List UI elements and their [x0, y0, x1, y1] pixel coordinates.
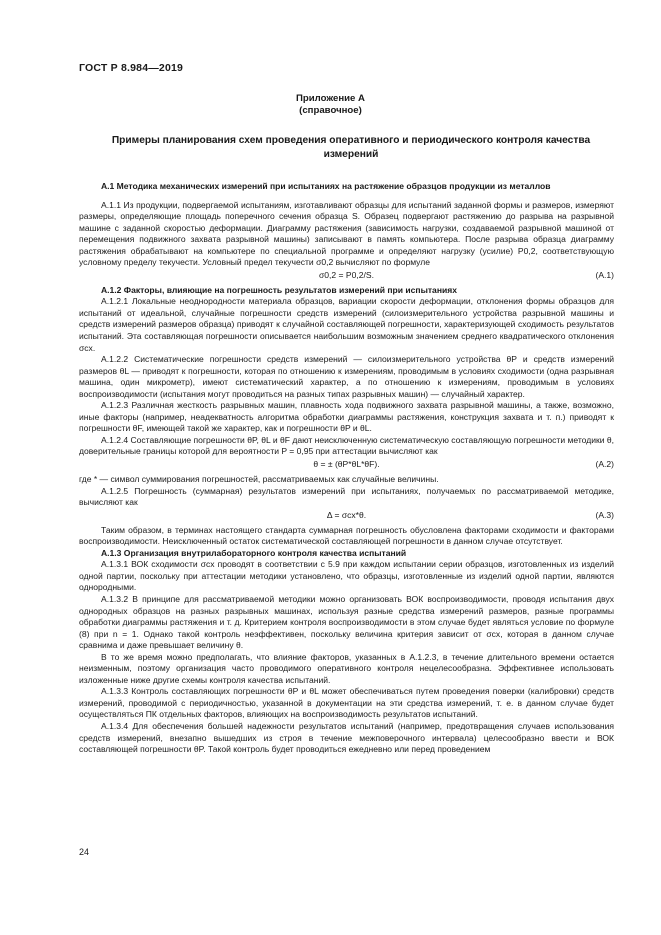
formula-a2-number: (А.2)	[595, 459, 614, 470]
section-heading-a1: А.1 Методика механических измерений при испытаниях на растяжение образцов продукции из металлов	[101, 181, 551, 191]
page-number: 24	[79, 847, 90, 857]
main-title: Примеры планирования схем проведения оперативного и периодического контроля качества измерений	[111, 135, 591, 160]
formula-a3	[79, 510, 614, 524]
paragraph-a121: А.1.2.1 Локальные неоднородности материала образцов, вариации скорости деформации, отклонения формы образцов для испытаний от идеальной, случайные погрешности средств измерений (силоизмерительного устройства разрывной машины и средств измерений размеров образца) приводят к случайной составляющей погрешности, характеризующей сходимость результатов испытаний. Эта составляющая погрешности описывается наибольшим возможным значением среднего квадратического отклонения σсх.	[79, 296, 614, 353]
paragraph-a122: А.1.2.2 Систематические погрешности средств измерений — силоизмерительного устройства θP и средств измерений размеров θL — приводят к погрешности, которая по отношению к измерениям, проводимым в условиях сходимости (одна разрывная машина, один микрометр), имеют систематический характер, а по отношению к измерениям, проводимым в условиях воспроизводимости (испытания могут проводиться на разных типах разрывных машин) — случайный характер.	[79, 354, 614, 399]
paragraph-a131: А.1.3.1 ВОК сходимости σсх проводят в соответствии с 5.9 при каждом испытании серии образцов, изготовленных из изделий одной партии, поскольку при аттестации методики установлено, что образцы, изготовленные из изделий одной партии, являются однородными.	[79, 559, 614, 593]
section-heading-a12: А.1.2 Факторы, влияющие на погрешность результатов измерений при испытаниях	[101, 284, 457, 295]
paragraph-a132: А.1.3.2 В принципе для рассматриваемой методики можно организовать ВОК воспроизводимости, проводя испытания двух однородных образцов на разных разрывных машинах, используя разные средства измерений размеров, разные программы обработки диаграммы растяжения и т. д. Критерием контроля воспроизводимости в этом случае будет являться условие по формуле (8) при n = 1. Однако такой контроль неэффективен, поскольку величина критерия зависит от σсх, которая в данном случае сравнима и даже превышает величину θ.	[79, 593, 614, 651]
formula-a1-expression: σ0,2 = P0,2/S.	[319, 269, 374, 280]
paragraph-a133: А.1.3.3 Контроль составляющих погрешности θP и θL может обеспечиваться путем проведения поверки (калибровки) средств измерений, проводимой с периодичностью, указанной в документации на эти средства измерений, т. е. в данном случае будет осуществляться ПК отдельных факторов, влияющих на воспроизводимость результатов испытаний.	[79, 686, 614, 720]
document-body	[79, 181, 614, 756]
paragraph-same-time: В то же время можно предполагать, что влияние факторов, указанных в А.1.2.3, в течение длительного времени остается неизменным, поэтому организация часто проводимого оперативного контроля нецелесообразна. Эффективнее использовать изложенные ниже другие схемы контроля качества испытаний.	[79, 651, 614, 685]
formula-a1-number: (А.1)	[595, 269, 614, 280]
paragraph-summary: Таким образом, в терминах настоящего стандарта суммарная погрешность обусловлена факторами сходимости и факторами воспроизводимости. Неисключенный остаток систематической составляющей погрешности в данном случае отсутствует.	[79, 524, 614, 547]
paragraph-a134: А.1.3.4 Для обеспечения большей надежности результатов испытаний (например, предотвращения случаев использования средств измерений, внезапно вышедших из строя в течение межповерочного интервала) целесообразно ввести и ВОК составляющей погрешности θP. Такой контроль будет проводиться ежедневно или перед проведением	[79, 720, 614, 755]
annex-title: Приложение А	[296, 93, 365, 104]
section-heading-a13: А.1.3 Организация внутрилабораторного контроля качества испытаний	[101, 547, 407, 558]
formula-a3-number: (А.3)	[595, 509, 614, 520]
paragraph-star-note: где * — символ суммирования погрешностей, рассматриваемых как случайные величины.	[79, 474, 439, 485]
formula-a1	[79, 270, 614, 284]
paragraph-a124: А.1.2.4 Составляющие погрешности θP, θL и θF дают неисключенную систематическую составляющую погрешности методики θ, доверительные границы которой для вероятности P = 0,95 при аттестации вычисляют как	[79, 434, 614, 457]
formula-a2-expression: θ = ± (θP*θL*θF).	[313, 459, 380, 470]
paragraph-a11: А.1.1 Из продукции, подвергаемой испытаниям, изготавливают образцы для испытаний заданной формы и размеров, измеряют размеры, определяющие площадь поперечного сечения образца S. Образец подвергают растяжению до разрыва на разрывной машине с заданной скоростью деформации. Диаграмму растяжения (зависимость нагрузки, создаваемой разрывной машиной от перемещения подвижного захвата разрывной машины) записывают в память компьютера. После разрыва образца диаграмму растяжения обрабатывают на компьютере по специальной программе и определяют нагрузку (усилие) P0,2, соответствующую условному пределу текучести. Условный предел текучести σ0,2 вычисляют по формуле	[79, 199, 614, 268]
annex-subtitle-text: (справочное)	[299, 105, 362, 116]
formula-a2	[79, 459, 614, 473]
paragraph-a123: А.1.2.3 Различная жесткость разрывных машин, плавность хода подвижного захвата разрывной машины, а также, возможно, иные факторы (например, неадекватность алгоритма обработки диаграммы растяжения, конструкция захвата и т. п.) приводят к погрешности θF, имеющей такой же характер, как и погрешности θP и θL.	[79, 400, 614, 434]
standard-header: ГОСТ Р 8.984—2019	[79, 62, 184, 74]
formula-a3-expression: Δ = σсх*θ.	[326, 509, 367, 520]
annex-subtitle	[0, 105, 661, 116]
paragraph-a125: А.1.2.5 Погрешность (суммарная) результатов измерений при испытаниях, получаемых по рассматриваемой методике, вычисляют как	[79, 485, 614, 508]
